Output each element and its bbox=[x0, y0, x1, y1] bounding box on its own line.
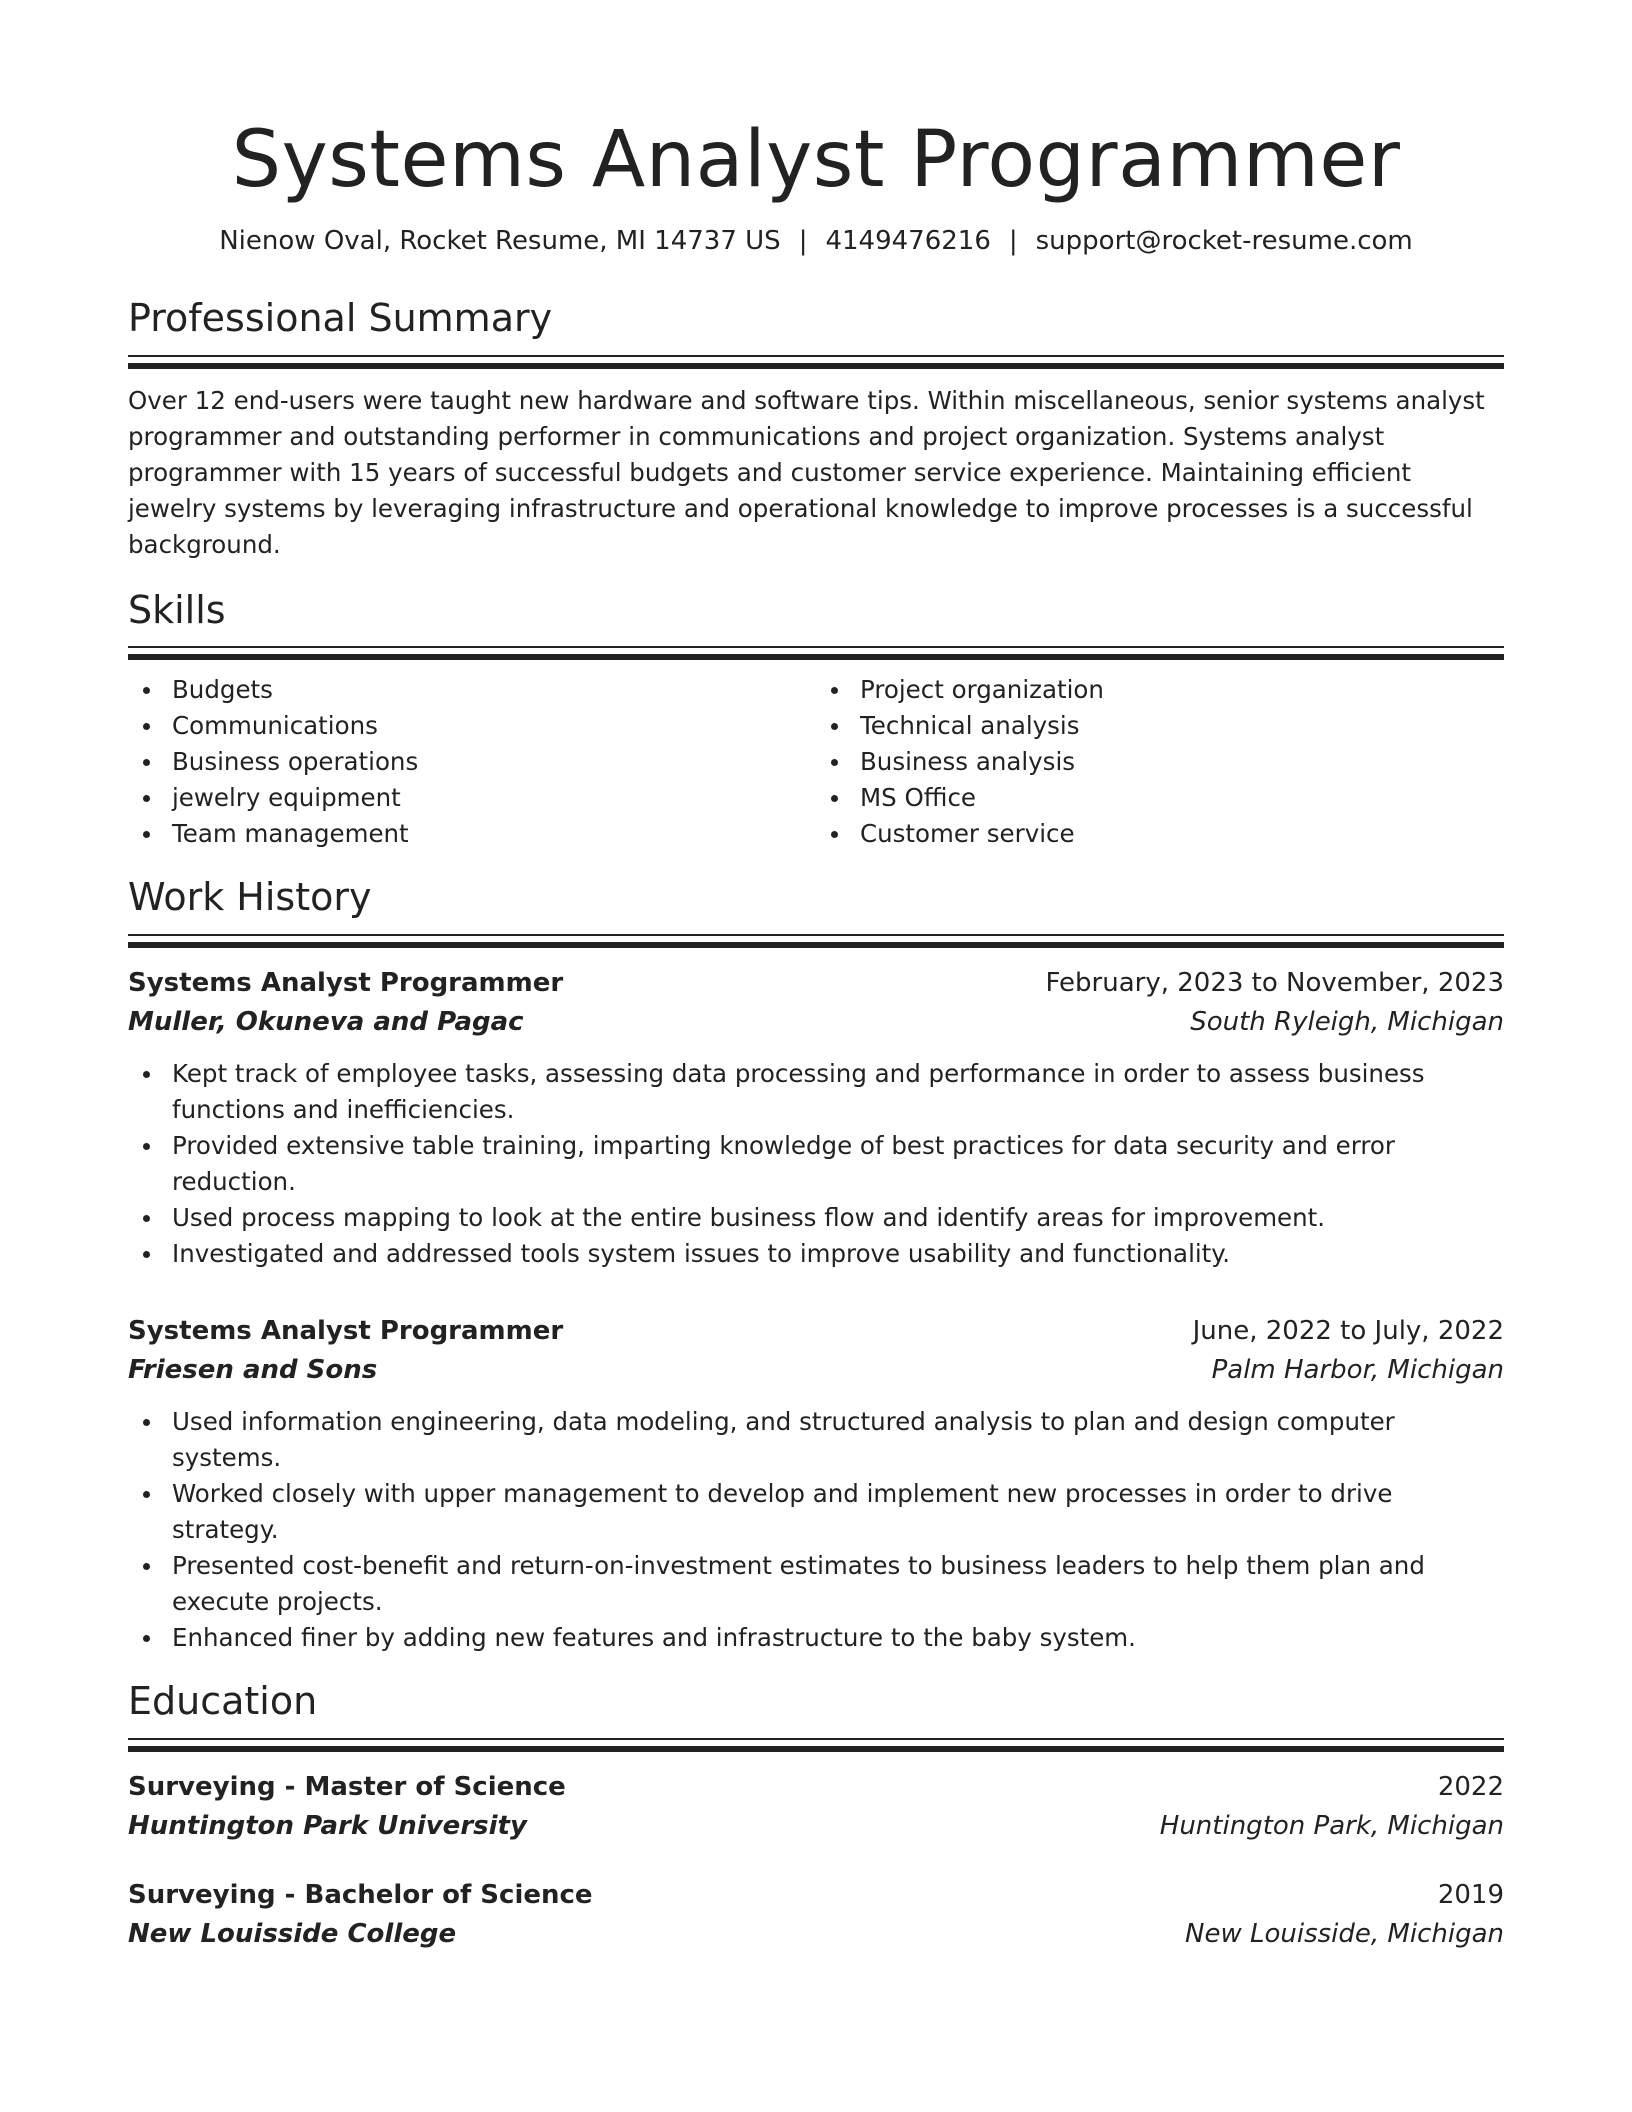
job-entry bbox=[128, 1312, 1504, 1656]
work-history-section bbox=[128, 876, 1504, 1656]
education-school-row bbox=[128, 1914, 1504, 1954]
skill-item: jewelry equipment bbox=[172, 780, 816, 816]
job-bullet: Used information engineering, data modeling, and structured analysis to plan and design computer systems. bbox=[172, 1404, 1504, 1476]
summary-text: Over 12 end-users were taught new hardware and software tips. Within miscellaneous, senior systems analyst programmer and outstanding performer in communications and project organization. Systems analyst programmer with 15 years of successful budgets and customer service experience. Maintaining efficient jewelry systems by leveraging infrastructure and operational knowledge to improve processes is a successful background. bbox=[128, 385, 1485, 559]
job-bullet: Worked closely with upper management to develop and implement new processes in order to drive strategy. bbox=[172, 1476, 1504, 1548]
education-year: 2022 bbox=[1437, 1771, 1504, 1802]
education-entry bbox=[128, 1768, 1504, 1846]
job-location: South Ryleigh, Michigan bbox=[1190, 1007, 1504, 1038]
job-bullet: Enhanced finer by adding new features and infrastructure to the baby system. bbox=[172, 1620, 1504, 1656]
education-school: New Louisside College bbox=[128, 1918, 457, 1949]
contact-line bbox=[128, 226, 1504, 257]
job-header-row bbox=[128, 964, 1504, 1002]
contact-phone: 4149476216 bbox=[825, 225, 991, 256]
education-section bbox=[128, 1680, 1504, 1954]
job-bullets bbox=[128, 1404, 1504, 1656]
job-bullet: Investigated and addressed tools system issues to improve usability and functionality. bbox=[172, 1236, 1504, 1272]
job-company: Friesen and Sons bbox=[128, 1355, 378, 1386]
resume-name: Systems Analyst Programmer bbox=[231, 115, 1401, 205]
job-company-row bbox=[128, 1350, 1504, 1390]
skill-item: Team management bbox=[172, 816, 816, 852]
contact-separator: | bbox=[1008, 225, 1018, 256]
skill-item: Business operations bbox=[172, 744, 816, 780]
job-title: Systems Analyst Programmer bbox=[128, 968, 564, 999]
job-title: Systems Analyst Programmer bbox=[128, 1316, 564, 1347]
education-entry bbox=[128, 1876, 1504, 1954]
skills-column-left bbox=[128, 672, 816, 852]
job-bullet: Provided extensive table training, imparting knowledge of best practices for data security and error reduction. bbox=[172, 1128, 1504, 1200]
job-location: Palm Harbor, Michigan bbox=[1211, 1355, 1504, 1386]
section-divider bbox=[128, 934, 1504, 948]
job-company: Muller, Okuneva and Pagac bbox=[128, 1007, 524, 1038]
section-divider bbox=[128, 1738, 1504, 1752]
job-header-row bbox=[128, 1312, 1504, 1350]
education-location: New Louisside, Michigan bbox=[1185, 1918, 1504, 1949]
section-divider bbox=[128, 646, 1504, 660]
job-bullets bbox=[128, 1056, 1504, 1272]
skill-item: Budgets bbox=[172, 672, 816, 708]
contact-separator: | bbox=[798, 225, 808, 256]
job-company-row bbox=[128, 1002, 1504, 1042]
job-bullet: Presented cost-benefit and return-on-investment estimates to business leaders to help them plan and execute projects. bbox=[172, 1548, 1504, 1620]
section-title-skills: Skills bbox=[128, 587, 226, 632]
skills-grid bbox=[128, 672, 1504, 852]
education-school-row bbox=[128, 1806, 1504, 1846]
education-location: Huntington Park, Michigan bbox=[1159, 1810, 1504, 1841]
skill-item: Customer service bbox=[860, 816, 1504, 852]
contact-email[interactable]: support@rocket-resume.com bbox=[1035, 225, 1413, 256]
education-header-row bbox=[128, 1768, 1504, 1806]
contact-address: Nienow Oval, Rocket Resume, MI 14737 US bbox=[219, 225, 781, 256]
section-title-education: Education bbox=[128, 1679, 318, 1724]
skill-item: Communications bbox=[172, 708, 816, 744]
skills-column-right bbox=[816, 672, 1504, 852]
skill-item: MS Office bbox=[860, 780, 1504, 816]
skill-item: Project organization bbox=[860, 672, 1504, 708]
job-dates: February, 2023 to November, 2023 bbox=[1045, 968, 1504, 999]
skill-item: Business analysis bbox=[860, 744, 1504, 780]
summary-section bbox=[128, 297, 1504, 563]
skill-item: Technical analysis bbox=[860, 708, 1504, 744]
education-year: 2019 bbox=[1437, 1879, 1504, 1910]
job-bullet: Used process mapping to look at the entire business flow and identify areas for improvement. bbox=[172, 1200, 1504, 1236]
education-school: Huntington Park University bbox=[128, 1810, 527, 1841]
job-dates: June, 2022 to July, 2022 bbox=[1192, 1316, 1504, 1347]
education-header-row bbox=[128, 1876, 1504, 1914]
job-bullet: Kept track of employee tasks, assessing data processing and performance in order to assess business functions and inefficiencies. bbox=[172, 1056, 1504, 1128]
education-degree: Surveying - Bachelor of Science bbox=[128, 1879, 593, 1910]
education-degree: Surveying - Master of Science bbox=[128, 1771, 566, 1802]
section-title-summary: Professional Summary bbox=[128, 295, 553, 340]
section-title-work-history: Work History bbox=[128, 875, 372, 920]
section-divider bbox=[128, 355, 1504, 369]
job-entry bbox=[128, 964, 1504, 1272]
skills-section bbox=[128, 589, 1504, 853]
